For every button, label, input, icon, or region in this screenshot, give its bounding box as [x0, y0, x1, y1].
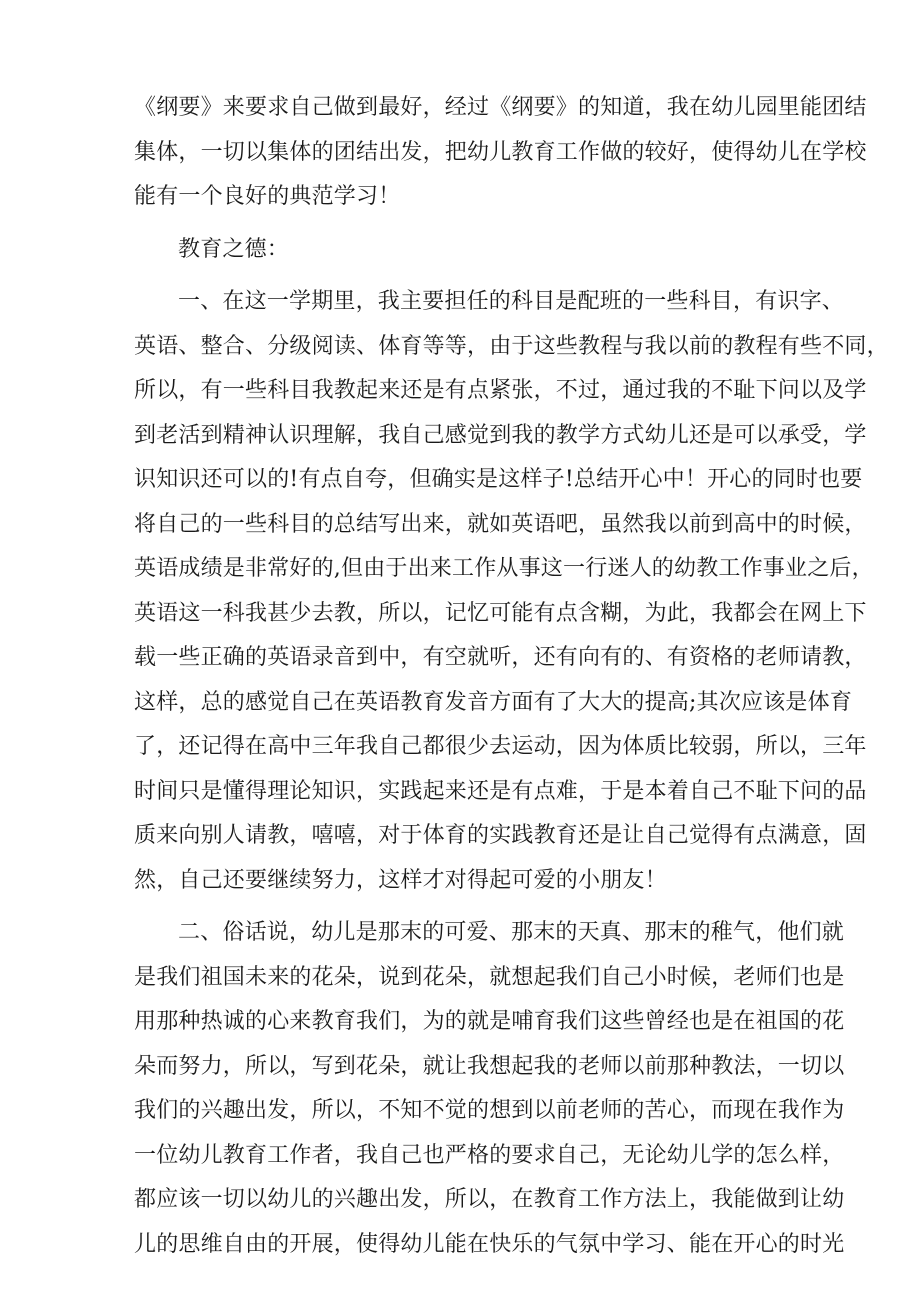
text-line: 都应该一切以幼儿的兴趣出发，所以，在教育工作方法上，我能做到让幼 — [134, 1187, 845, 1212]
text-line: 所以，有一些科目我教起来还是有点紧张，不过，通过我的不耻下问以及学 — [134, 378, 867, 403]
text-line: 我们的兴趣出发，所以，不知不觉的想到以前老师的苦心，而现在我作为 — [134, 1098, 845, 1123]
text-line: 二、俗话说，幼儿是那末的可爱、那末的天真、那末的稚气，他们就 — [178, 920, 845, 945]
paragraph-0 — [134, 86, 867, 220]
text-line: 能有一个良好的典范学习！ — [134, 184, 401, 209]
text-line: 英语、整合、分级阅读、体育等等，由于这些教程与我以前的教程有些不同， — [134, 333, 889, 359]
section-heading: 教育之德： — [178, 236, 290, 262]
text-line: 用那种热诚的心来教育我们，为的就是哺育我们这些曾经也是在祖国的花 — [134, 1009, 845, 1034]
text-line: 到老活到精神认识理解，我自己感觉到我的教学方式幼儿还是可以承受，学 — [134, 422, 867, 448]
text-line: 这样，总的感觉自己在英语教育发音方面有了大大的提高;其次应该是体育 — [134, 689, 853, 715]
text-line: 英语这一科我甚少去教，所以，记忆可能有点含糊，为此，我都会在网上下 — [134, 600, 867, 626]
document-body — [134, 86, 889, 1267]
text-line: 载一些正确的英语录音到中，有空就听，还有向有的、有资格的老师请教， — [134, 645, 867, 670]
text-line: 质来向别人请教，嘻嘻，对于体育的实践教育还是让自己觉得有点满意，固 — [134, 823, 867, 848]
text-line: 然，自己还要继续努力，这样才对得起可爱的小朋友！ — [134, 867, 667, 893]
text-line: 集体，一切以集体的团结出发，把幼儿教育工作做的较好，使得幼儿在学校 — [134, 139, 867, 165]
paragraph-3 — [134, 911, 845, 1267]
text-line: 时间只是懂得理论知识，实践起来还是有点难，于是本着自己不耻下问的品 — [134, 778, 867, 804]
text-line: 一位幼儿教育工作者，我自己也严格的要求自己，无论幼儿学的怎么样， — [134, 1142, 845, 1168]
paragraph-1 — [134, 228, 814, 273]
text-line: 英语成绩是非常好的,但由于出来工作从事这一行迷人的幼教工作事业之后， — [134, 556, 874, 581]
text-line: 是我们祖国未来的花朵，说到花朵，就想起我们自己小时候，老师们也是 — [134, 964, 845, 990]
text-line: 朵而努力，所以，写到花朵，就让我想起我的老师以前那种教法，一切以 — [134, 1053, 845, 1079]
text-line: 儿的思维自由的开展，使得幼儿能在快乐的气氛中学习、能在开心的时光 — [134, 1231, 845, 1257]
text-line: 将自己的一些科目的总结写出来，就如英语吧，虽然我以前到高中的时候， — [134, 511, 867, 537]
text-line: 识知识还可以的!有点自夸，但确实是这样子!总结开心中！开心的同时也要 — [134, 467, 863, 492]
text-line: 了，还记得在高中三年我自己都很少去运动，因为体质比较弱，所以，三年 — [134, 734, 867, 759]
text-line: 一、在这一学期里，我主要担任的科目是配班的一些科目，有识字、 — [178, 289, 845, 314]
paragraph-2 — [134, 280, 889, 903]
text-line: 《纲要》来要求自己做到最好，经过《纲要》的知道，我在幼儿园里能团结 — [134, 95, 867, 120]
